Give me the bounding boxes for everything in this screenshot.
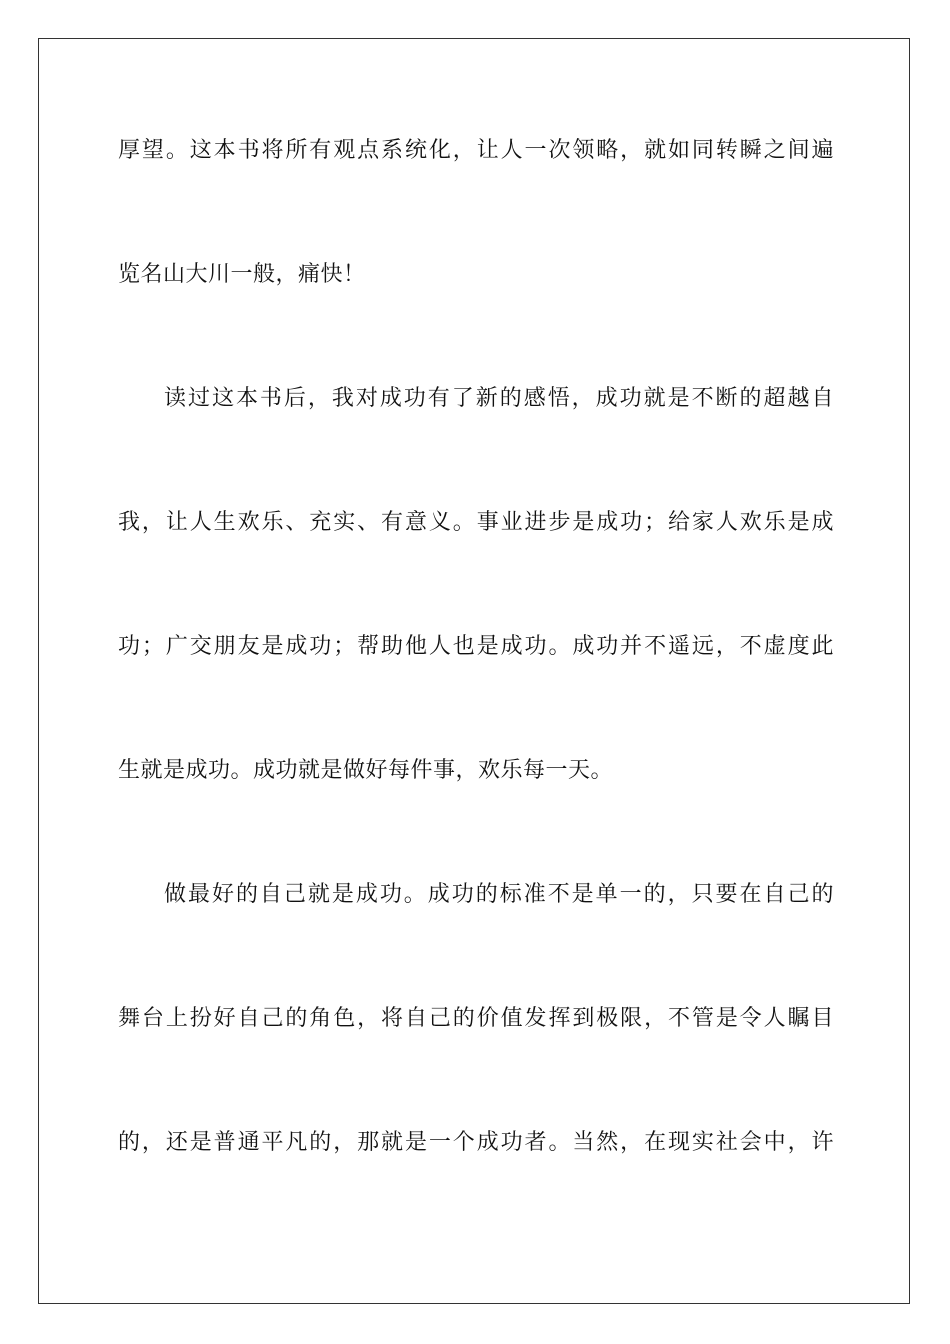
paragraph-start-line: 做最好的自己就是成功。成功的标准不是单一的，只要在自己的 bbox=[164, 882, 834, 907]
text-line: 的，还是普通平凡的，那就是一个成功者。当然，在现实社会中，许 bbox=[118, 1130, 834, 1155]
paragraph-start-line: 读过这本书后，我对成功有了新的感悟，成功就是不断的超越自 bbox=[164, 386, 834, 411]
text-line: 我，让人生欢乐、充实、有意义。事业进步是成功；给家人欢乐是成 bbox=[118, 510, 834, 535]
text-line: 生就是成功。成功就是做好每件事，欢乐每一天。 bbox=[118, 758, 614, 783]
page-border bbox=[38, 38, 910, 1304]
text-line: 览名山大川一般，痛快！ bbox=[118, 262, 366, 287]
text-line: 舞台上扮好自己的角色，将自己的价值发挥到极限，不管是令人瞩目 bbox=[118, 1006, 834, 1031]
text-line: 功；广交朋友是成功；帮助他人也是成功。成功并不遥远，不虚度此 bbox=[118, 634, 834, 659]
text-line: 厚望。这本书将所有观点系统化，让人一次领略，就如同转瞬之间遍 bbox=[118, 138, 834, 163]
